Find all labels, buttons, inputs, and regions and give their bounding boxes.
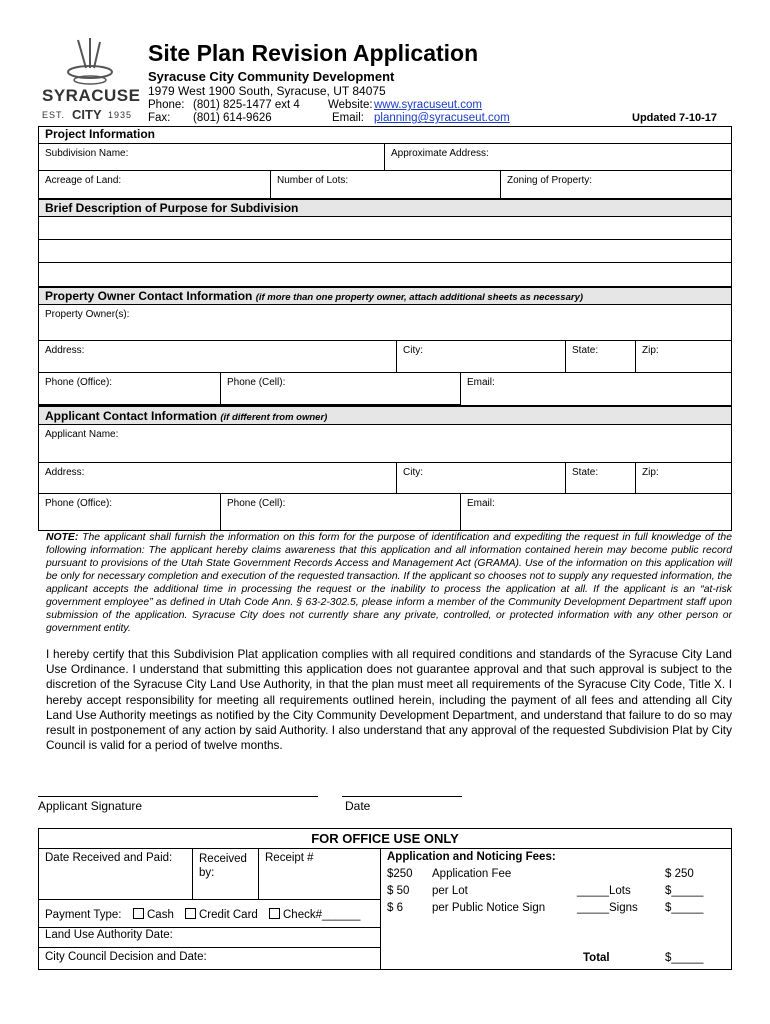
- owner-zip-field[interactable]: [636, 341, 731, 373]
- logo-year: 1935: [108, 110, 133, 120]
- applicant-email-label: Email:: [467, 498, 495, 509]
- purpose-line-1[interactable]: [39, 217, 731, 240]
- approx-address-field[interactable]: [385, 143, 731, 171]
- fee-total-1: $ 250: [665, 868, 694, 880]
- purpose-line-2[interactable]: [39, 240, 731, 263]
- subdivision-name-label: Subdivision Name:: [45, 148, 129, 159]
- applicant-heading: [39, 405, 731, 425]
- num-lots-label: Number of Lots:: [277, 175, 349, 186]
- date-received-label: Date Received and Paid:: [45, 852, 173, 864]
- purpose-heading: Brief Description of Purpose for Subdivision: [39, 199, 731, 217]
- credit-card-label: Credit Card: [199, 909, 258, 921]
- applicant-signature-line[interactable]: [38, 796, 318, 797]
- fee-qty-2[interactable]: _____Lots: [577, 885, 631, 897]
- acreage-field[interactable]: [39, 171, 271, 199]
- applicant-zip-label: Zip:: [642, 467, 659, 478]
- received-by-field[interactable]: [193, 848, 259, 900]
- fees-heading: Application and Noticing Fees:: [387, 851, 556, 863]
- privacy-note: [46, 531, 732, 635]
- certification-statement: I hereby certify that this Subdivision Plat application complies with all required conditions and standards of the Syracuse City Land Use Ordinance. I understand that submitting this application does not guarantee approval and that such approval is subject to the discretion of the Syracuse City Land Use Authority, in that the plan must meet all requirements of the Syracuse City Code, Title X. I hereby accept responsibility for meeting all requirements outlined herein, including the payment of all fees and attending all City Land Use Authority meetings as notified by the City Community Development Department, and understand that failure to do so may result in postponement of any action by said Authority. I also understand that any approval of the requested Subdivision Plat by City Council is valid for a period of twelve months.: [46, 647, 732, 753]
- owner-heading-text: Property Owner Contact Information: [45, 289, 253, 303]
- updated-date: Updated 7-10-17: [632, 112, 717, 124]
- applicant-phone-cell-label: Phone (Cell):: [227, 498, 286, 509]
- applicant-state-label: State:: [572, 467, 599, 478]
- check-label: Check#______: [283, 909, 361, 921]
- owner-state-field[interactable]: [566, 341, 636, 373]
- num-lots-field[interactable]: [271, 171, 501, 199]
- credit-card-checkbox[interactable]: [185, 908, 196, 919]
- applicant-name-label: Applicant Name:: [45, 429, 119, 440]
- property-owners-label: Property Owner(s):: [45, 309, 130, 320]
- property-owners-field[interactable]: [39, 305, 731, 341]
- logo-wordmark: SYRACUSE: [42, 86, 141, 105]
- fee-total-2[interactable]: $_____: [665, 885, 704, 897]
- credit-card-option[interactable]: [185, 909, 258, 921]
- land-use-date-label: Land Use Authority Date:: [45, 929, 173, 941]
- fax-number: (801) 614-9626: [193, 112, 272, 124]
- note-text: The applicant shall furnish the information on this form for the purpose of identification and expediting the request in full knowledge of the following information: The applicant hereby claims awareness that this application and all information contained herein may become public record pursuant to provisions of the Utah State Government Records Access and Management Act (GRAMA). Use of the information on this application will be only for necessary completion and execution of the requested transaction. If the applicant so chooses not to supply any requested information, the applicant accepts the additional time in processing the request or the inability to process the application at all. If the applicant is an “at-risk government employee” as defined in Utah Code Ann. § 63-2-302.5, please inform a member of the Community Development Department staff upon submission of the application. Syracuse City does not currently share any private, controlled, or protected information with any other person or government entity.: [46, 532, 732, 634]
- application-form: [38, 126, 732, 531]
- logo-city: CITY: [72, 107, 102, 122]
- applicant-heading-text: Applicant Contact Information: [45, 409, 217, 423]
- applicant-zip-field[interactable]: [636, 463, 731, 494]
- department-address: 1979 West 1900 South, Syracuse, UT 84075: [148, 84, 386, 98]
- owner-city-field[interactable]: [397, 341, 566, 373]
- applicant-name-field[interactable]: [39, 425, 731, 463]
- website-label: Website:: [328, 99, 373, 111]
- total-value[interactable]: $_____: [665, 952, 704, 964]
- cash-checkbox[interactable]: [133, 908, 144, 919]
- owner-zip-label: Zip:: [642, 345, 659, 356]
- email-link[interactable]: planning@syracuseut.com: [374, 112, 510, 124]
- owner-address-field[interactable]: [39, 341, 397, 373]
- check-option[interactable]: [269, 909, 360, 921]
- logo-est: EST.: [42, 110, 66, 120]
- zoning-label: Zoning of Property:: [507, 175, 593, 186]
- applicant-email-field[interactable]: [461, 494, 731, 530]
- applicant-city-label: City:: [403, 467, 423, 478]
- date-label: Date: [345, 799, 371, 813]
- fee-amount-1: $250: [387, 868, 413, 880]
- subdivision-name-field[interactable]: [39, 143, 385, 171]
- owner-address-label: Address:: [45, 345, 85, 356]
- fee-total-3[interactable]: $_____: [665, 902, 704, 914]
- applicant-address-field[interactable]: [39, 463, 397, 494]
- fee-amount-2: $ 50: [387, 885, 410, 897]
- applicant-phone-cell-field[interactable]: [221, 494, 461, 530]
- email-label: Email:: [332, 112, 364, 124]
- received-by-label: Received by:: [199, 853, 247, 879]
- office-use-box: [38, 828, 732, 970]
- approx-address-label: Approximate Address:: [391, 148, 489, 159]
- department-name: Syracuse City Community Development: [148, 69, 395, 84]
- applicant-state-field[interactable]: [566, 463, 636, 494]
- applicant-address-label: Address:: [45, 467, 85, 478]
- fax-label: Fax:: [148, 112, 171, 124]
- owner-phone-office-label: Phone (Office):: [45, 377, 113, 388]
- applicant-phone-office-field[interactable]: [39, 494, 221, 530]
- owner-phone-cell-label: Phone (Cell):: [227, 377, 286, 388]
- fee-desc-2: per Lot: [432, 885, 468, 897]
- payment-type-label: Payment Type:: [45, 909, 122, 921]
- phone-label: Phone:: [148, 99, 185, 111]
- applicant-heading-note: (if different from owner): [220, 412, 328, 423]
- council-date-label: City Council Decision and Date:: [45, 951, 207, 963]
- website-link[interactable]: www.syracuseut.com: [374, 99, 483, 111]
- note-label: NOTE:: [46, 532, 79, 543]
- owner-heading-note: (if more than one property owner, attach additional sheets as necessary): [255, 292, 584, 303]
- total-label: Total: [583, 952, 610, 964]
- purpose-line-3[interactable]: [39, 263, 731, 287]
- fee-desc-1: Application Fee: [432, 868, 512, 880]
- applicant-phone-office-label: Phone (Office):: [45, 498, 113, 509]
- owner-email-label: Email:: [467, 377, 495, 388]
- phone-number: (801) 825-1477 ext 4: [193, 99, 300, 111]
- owner-heading: [39, 287, 731, 305]
- land-use-date-field[interactable]: [39, 928, 381, 948]
- zoning-field[interactable]: [501, 171, 731, 199]
- project-info-heading: Project Information: [39, 127, 731, 143]
- council-date-field[interactable]: [39, 948, 381, 969]
- date-line[interactable]: [342, 796, 462, 797]
- page-title: Site Plan Revision Application: [148, 40, 479, 66]
- fee-amount-3: $ 6: [387, 902, 403, 914]
- date-received-field[interactable]: [39, 848, 193, 900]
- fee-desc-3: per Public Notice Sign: [432, 902, 546, 914]
- owner-phone-office-field[interactable]: [39, 373, 221, 405]
- fee-qty-3[interactable]: _____Signs: [577, 902, 638, 914]
- receipt-field[interactable]: [259, 848, 381, 900]
- owner-city-label: City:: [403, 345, 423, 356]
- check-checkbox[interactable]: [269, 908, 280, 919]
- payment-type-row: [39, 900, 381, 928]
- owner-phone-cell-field[interactable]: [221, 373, 461, 405]
- applicant-city-field[interactable]: [397, 463, 566, 494]
- owner-email-field[interactable]: [461, 373, 731, 405]
- acreage-label: Acreage of Land:: [45, 175, 122, 186]
- cash-label: Cash: [147, 909, 174, 921]
- applicant-signature-label: Applicant Signature: [38, 799, 143, 813]
- receipt-label: Receipt #: [265, 852, 314, 864]
- cash-option[interactable]: [133, 909, 174, 921]
- syracuse-city-logo: [40, 38, 140, 128]
- office-use-heading: FOR OFFICE USE ONLY: [39, 829, 731, 849]
- owner-state-label: State:: [572, 345, 599, 356]
